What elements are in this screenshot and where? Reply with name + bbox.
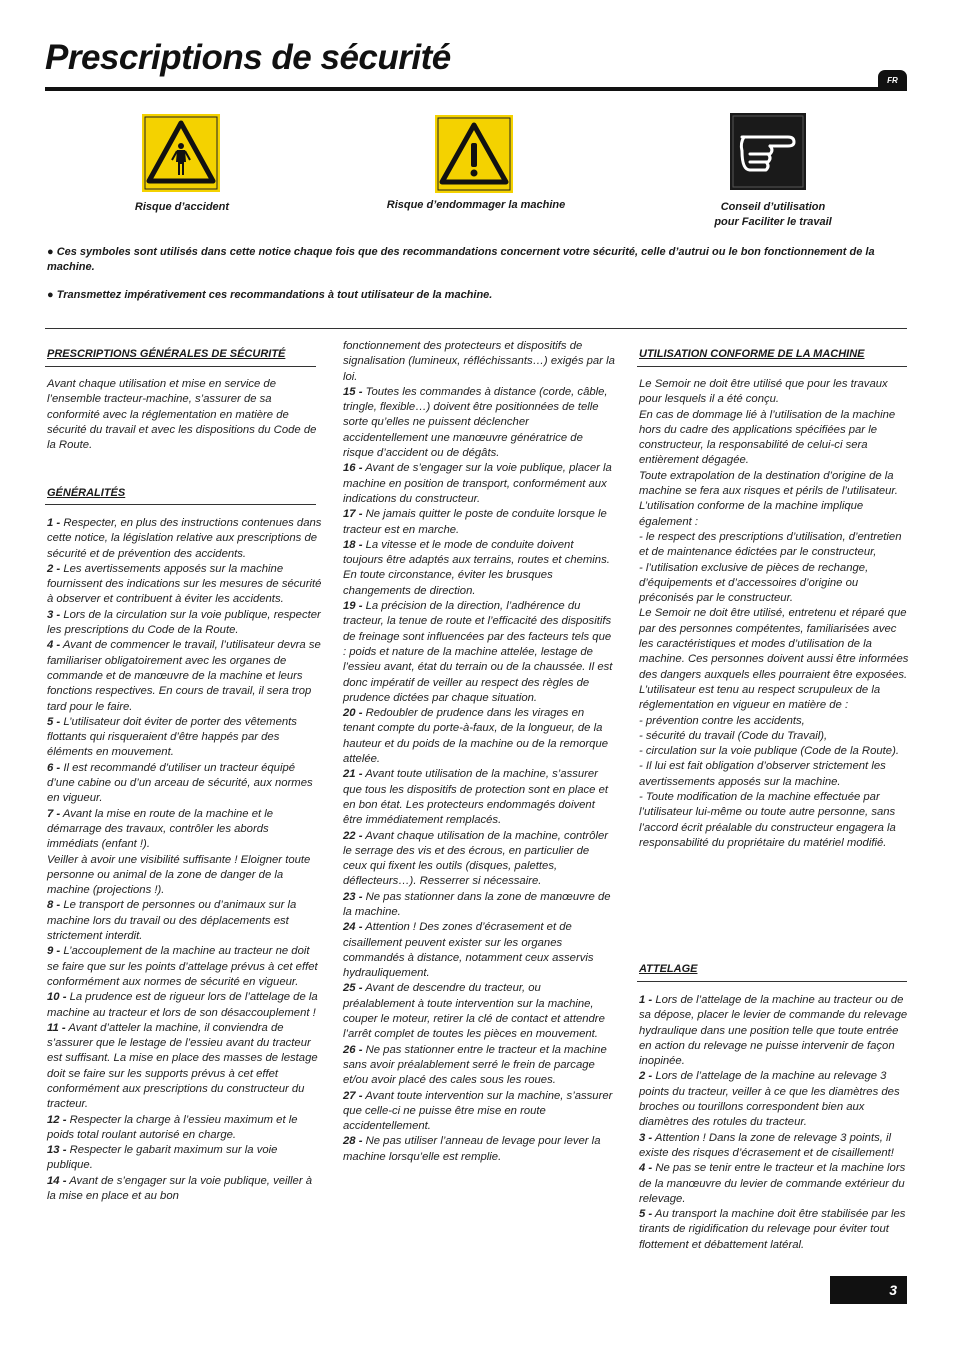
list-item xyxy=(343,706,615,767)
list-item xyxy=(47,1143,322,1174)
list-item xyxy=(47,853,322,899)
paragraph: L’utilisateur est tenu au respect scrupuleux de la réglementation en vigueur en matière de : xyxy=(639,683,881,712)
list-item xyxy=(343,920,615,981)
item-number: 5 - xyxy=(47,715,61,728)
list-item xyxy=(47,1021,322,1113)
item-number: 4 - xyxy=(639,1162,653,1175)
list-item xyxy=(343,829,615,890)
paragraph: - Toute modification de la machine effectuée par l’utilisateur lui-même ou toute autre personne, sans l’accord écrit préalable du constructeur engagera la responsabilité du propriétaire du matériel modifié. xyxy=(639,791,896,849)
list-item xyxy=(343,599,615,706)
item-number: 14 - xyxy=(47,1174,67,1187)
section-divider xyxy=(45,328,907,329)
list-item xyxy=(47,807,322,853)
item-text: La vitesse et le mode de conduite doivent toujours être adaptés aux terrains, routes et chemins. En toute circonstance, éviter les brusques changements de direction. xyxy=(343,538,610,597)
item-number: 26 - xyxy=(343,1043,363,1056)
general-safety-paragraph: Avant chaque utilisation et mise en service de l’ensemble tracteur-machine, s’assurer de sa conformité avec la réglementation en matière de sécurité du travail et avec les dispositions du Code de la Route. xyxy=(47,378,317,452)
item-number: 18 - xyxy=(343,538,363,551)
item-number: 6 - xyxy=(47,761,61,774)
item-text: L’accouplement de la machine au tracteur ne doit se faire que sur les points d’attelage prévus à cet effet conformément aux normes de sécurité en vigueur. xyxy=(47,945,318,988)
item-number: 17 - xyxy=(343,508,363,521)
paragraph: Le Semoir ne doit être utilisé, entretenu et réparé que par des personnes compétentes, familiarisées avec les caractéristiques et modes d’utilisation de la machine. Ces personnes doivent aussi être informées des dangers auxquels elles pourraient être exposées. xyxy=(639,607,909,681)
intro-bullet-symbols: ● Ces symboles sont utilisés dans cette notice chaque fois que des recommandations concernent votre sécurité, celle d’autrui ou le bon fonctionnement de la machine. xyxy=(47,246,875,273)
item-number: 15 - xyxy=(343,385,363,398)
paragraph: - le respect des prescriptions d’utilisation, d’entretien et de maintenance édictées par le constructeur, xyxy=(639,530,902,559)
item-text: Avant d’atteler la machine, il conviendra de s’assurer que le lestage de l’essieu avant du tracteur est suffisant. La mise en place des masses de lestage doit se faire sur les supports prévus à cet effet conformément aux prescriptions du constructeur du tracteur. xyxy=(47,1021,318,1111)
item-text: Lors de la circulation sur la voie publique, respecter les prescriptions du Code de la Route. xyxy=(47,608,321,637)
item-number: 3 - xyxy=(639,1131,653,1144)
item-number: 21 - xyxy=(343,768,363,781)
heading-proper-use: UTILISATION CONFORME DE LA MACHINE xyxy=(639,348,865,360)
paragraph: - sécurité du travail (Code du Travail), xyxy=(639,729,828,742)
item-text: Ne pas utiliser l’anneau de levage pour lever la machine lorsqu’elle est remplie. xyxy=(343,1135,601,1163)
item-text: Avant de s’engager sur la voie publique, veiller à la mise en place et au bon xyxy=(47,1174,313,1203)
list-item xyxy=(47,608,322,639)
paragraph: - Il lui est fait obligation d’observer strictement les avertissements apposés sur la machine. xyxy=(639,760,886,788)
item-number: 5 - xyxy=(639,1208,653,1221)
item-number: 23 - xyxy=(343,890,363,903)
list-item xyxy=(343,981,615,1042)
item-text: Avant de descendre du tracteur, ou préalablement à toute intervention sur la machine, couper le moteur, retirer la clé de contact et attendre l’arrêt complet de toutes les pièces en mouvement. xyxy=(343,982,605,1041)
intro-bullet-transmit: ● Transmettez impérativement ces recommandations à tout utilisateur de la machine. xyxy=(47,289,493,301)
item-number: 25 - xyxy=(343,982,363,995)
list-item xyxy=(639,1069,911,1130)
item-number: 4 - xyxy=(47,639,61,652)
list-item xyxy=(639,1207,911,1253)
heading-coupling: ATTELAGE xyxy=(639,963,698,975)
caption-accident: Risque d’accident xyxy=(134,201,230,213)
list-item xyxy=(343,461,615,507)
item-text: Le transport de personnes ou d’animaux sur la machine lors du travail ou des déplacements est strictement interdit. xyxy=(47,899,297,943)
list-item xyxy=(47,761,322,807)
caption-machine-damage: Risque d’endommager la machine xyxy=(386,199,566,211)
list-item xyxy=(343,1134,615,1165)
list-item xyxy=(343,339,615,385)
item-number: 1 - xyxy=(47,517,61,529)
item-text: Lors de l’attelage de la machine au relevage 3 points du tracteur, veiller à ce que les diamètres des broches ou tourillons correspondent bien aux diamètres des rotules du tracteur. xyxy=(639,1070,900,1129)
item-text: Respecter le gabarit maximum sur la voie publique. xyxy=(47,1144,278,1172)
list-item xyxy=(47,562,322,608)
item-number: 19 - xyxy=(343,600,363,613)
item-text: Ne pas stationner entre le tracteur et la machine sans avoir préalablement serré le frein de parcage et/ou avoir placé des cales sous les roues. xyxy=(343,1043,607,1087)
item-number: 7 - xyxy=(47,807,61,820)
list-item xyxy=(47,516,322,562)
list-item xyxy=(639,993,911,1069)
list-item xyxy=(343,385,615,461)
item-number: 24 - xyxy=(343,921,363,934)
caption-usage-line2: pour Faciliter le travail xyxy=(714,216,832,228)
item-text: La prudence est de rigueur lors de l’attelage de la machine au tracteur et lors de son désaccouplement ! xyxy=(47,991,318,1019)
paragraph: En cas de dommage lié à l’utilisation de la machine hors du cadre des applications spécifiées par le constructeur, la responsabilité de celui-ci sera entièrement dégagée. xyxy=(639,408,896,467)
item-number: 16 - xyxy=(343,462,363,475)
item-text: Les avertissements apposés sur la machine fournissent des indications sur les mesures de sécurité à observer et contribuent à éviter les accidents. xyxy=(47,562,322,606)
item-number: 1 - xyxy=(639,994,653,1006)
item-number: 12 - xyxy=(47,1113,67,1126)
item-text: L’utilisateur doit éviter de porter des vêtements flottants qui risqueraient d’être happés par des éléments en mouvement. xyxy=(47,715,297,759)
paragraph: L’utilisation conforme de la machine implique également : xyxy=(639,500,864,528)
item-text: Attention ! Dans la zone de relevage 3 points, il existe des risques d’écrasement et de cisaillement! xyxy=(639,1131,894,1159)
list-item xyxy=(47,638,322,714)
paragraph: Toute extrapolation de la destination d’origine de la machine se fera aux risques et périls de l’utilisateur. xyxy=(639,469,898,498)
language-tab: FR xyxy=(878,70,907,91)
paragraph: - l’utilisation exclusive de pièces de rechange, d’équipements et d’accessoires d’origine ou préconisés par le constructeur. xyxy=(639,561,869,605)
list-item xyxy=(47,715,322,761)
machine-damage-warning-icon xyxy=(435,115,513,193)
list-item xyxy=(47,1113,322,1144)
item-text: Avant la mise en route de la machine et le démarrage des travaux, contrôler les abords immédiats (enfant !). xyxy=(47,807,274,851)
heading-generalities: GÉNÉRALITÉS xyxy=(47,487,126,499)
title-rule xyxy=(45,87,907,91)
item-text: Il est recommandé d’utiliser un tracteur équipé d’une cabine ou d’un arceau de sécurité, aux normes en vigueur. xyxy=(47,761,313,805)
list-item xyxy=(343,1043,615,1089)
item-text: Ne pas stationner dans la zone de manœuvre de la machine. xyxy=(343,890,611,918)
heading-rule xyxy=(45,504,316,505)
general-safety-text xyxy=(47,377,322,453)
list-item xyxy=(639,1131,911,1162)
generalities-list xyxy=(47,516,322,1204)
paragraph: - circulation sur la voie publique (Code de la Route). xyxy=(639,745,899,758)
list-item xyxy=(343,507,615,538)
item-text: Ne pas se tenir entre le tracteur et la machine lors de la manœuvre du levier de commande extérieur du relevage. xyxy=(639,1162,906,1205)
list-item xyxy=(343,890,615,921)
item-text: Veiller à avoir une visibilité suffisante ! Eloigner toute personne ou animal de la zone de danger de la machine (projections !). xyxy=(47,853,311,897)
item-number: 22 - xyxy=(343,829,363,842)
item-text: Redoubler de prudence dans les virages en tenant compte du porte-à-faux, de la longueur, de la hauteur et du poids de la machine ou de la remorque attelée. xyxy=(343,707,609,766)
caption-usage-advice xyxy=(688,200,858,230)
caption-usage-line1: Conseil d’utilisation xyxy=(720,201,826,213)
item-number: 9 - xyxy=(47,945,61,958)
accident-warning-icon xyxy=(142,114,220,192)
item-text: Attention ! Des zones d’écrasement et de cisaillement peuvent exister sur les organes commandés à distance, notamment ceux asservis hydrauliquement. xyxy=(343,921,594,980)
item-number: 20 - xyxy=(343,707,363,720)
list-item xyxy=(639,1161,911,1207)
item-text: Toutes les commandes à distance (corde, câble, tringle, flexible…) doivent être positionnées de telle sorte qu’elles ne puissent déclencher accidentellement une manœuvre génératrice de risque d’accident ou de dégâts. xyxy=(343,385,608,460)
item-number: 11 - xyxy=(47,1021,66,1034)
item-text: Avant de commencer le travail, l’utilisateur devra se familiariser obligatoirement avec les organes de commande et de manœuvre de la machine et leurs fonctions respectives. En cours de travail, il sera trop tard pour le faire. xyxy=(47,639,321,713)
list-item xyxy=(47,1174,322,1205)
item-text: Lors de l’attelage de la machine au tracteur ou de sa dépose, placer le levier de commande du relevage hydraulique dans une position telle que toute entrée en action du relevage ne puisse intervenir de façon inopinée. xyxy=(639,994,908,1068)
heading-rule xyxy=(637,981,907,982)
page-title: Prescriptions de sécurité xyxy=(45,38,451,77)
paragraph: - prévention contre les accidents, xyxy=(639,714,805,727)
heading-rule xyxy=(45,366,316,367)
list-item xyxy=(343,1089,615,1135)
heading-general-safety: PRESCRIPTIONS GÉNÉRALES DE SÉCURITÉ xyxy=(47,348,286,360)
paragraph: Le Semoir ne doit être utilisé que pour les travaux pour lesquels il a été conçu. xyxy=(639,378,888,406)
pointing-hand-icon xyxy=(730,113,806,190)
item-text: Avant toute utilisation de la machine, s’assurer que tous les dispositifs de protection sont en place et en bon état. Les protecteurs endommagés doivent être immédiatement remplacés. xyxy=(343,768,609,827)
item-text: Avant toute intervention sur la machine, s’assurer que celle-ci ne puisse être mise en route accidentellement. xyxy=(343,1089,613,1133)
item-number: 8 - xyxy=(47,899,61,912)
item-text: Respecter, en plus des instructions contenues dans cette notice, la législation relative aux prescriptions de sécurité et de prévention des accidents. xyxy=(47,517,322,560)
list-item xyxy=(343,538,615,599)
item-number: 2 - xyxy=(639,1070,653,1083)
item-number: 28 - xyxy=(343,1135,363,1148)
item-text: Ne jamais quitter le poste de conduite lorsque le tracteur est en marche. xyxy=(343,508,607,536)
item-number: 3 - xyxy=(47,608,61,621)
list-item xyxy=(47,990,322,1021)
list-item xyxy=(343,767,615,828)
coupling-list xyxy=(639,993,911,1253)
safety-rules-continued xyxy=(343,339,615,1165)
heading-rule xyxy=(637,366,907,367)
item-text: fonctionnement des protecteurs et dispositifs de signalisation (lumineux, réfléchissants…) exigés par la loi. xyxy=(343,340,615,383)
item-text: Avant chaque utilisation de la machine, contrôler le serrage des vis et des écrous, en particulier de ceux qui fixent les outils (disques, palettes, déflecteurs…). Resserrer si nécessaire. xyxy=(343,829,609,888)
item-text: Avant de s’engager sur la voie publique, placer la machine en position de transport, conformément aux indications du constructeur. xyxy=(343,462,612,505)
item-number: 13 - xyxy=(47,1144,67,1157)
item-number: 10 - xyxy=(47,991,67,1004)
list-item xyxy=(47,898,322,944)
item-number: 27 - xyxy=(343,1089,363,1102)
item-text: Respecter la charge à l’essieu maximum et le poids total roulant autorisé en charge. xyxy=(47,1113,298,1141)
list-item xyxy=(47,944,322,990)
item-text: Au transport la machine doit être stabilisée par les tirants de rigidification du relevage pour éviter tout flottement et débattement latéral. xyxy=(639,1208,906,1251)
page-number: 3 xyxy=(830,1276,907,1304)
proper-use-text xyxy=(639,377,911,851)
item-number: 2 - xyxy=(47,562,61,575)
item-text: La précision de la direction, l’adhérence du tracteur, la tenue de route et l’efficacité des dispositifs de freinage sont influencées par des facteurs tels que : poids et nature de la machine attelée, lestage de l’essieu avant, état du terrain ou de la chaussée. Il est donc impératif de veiller au respect des règles de prudence dictées par chaque situation. xyxy=(343,600,613,704)
